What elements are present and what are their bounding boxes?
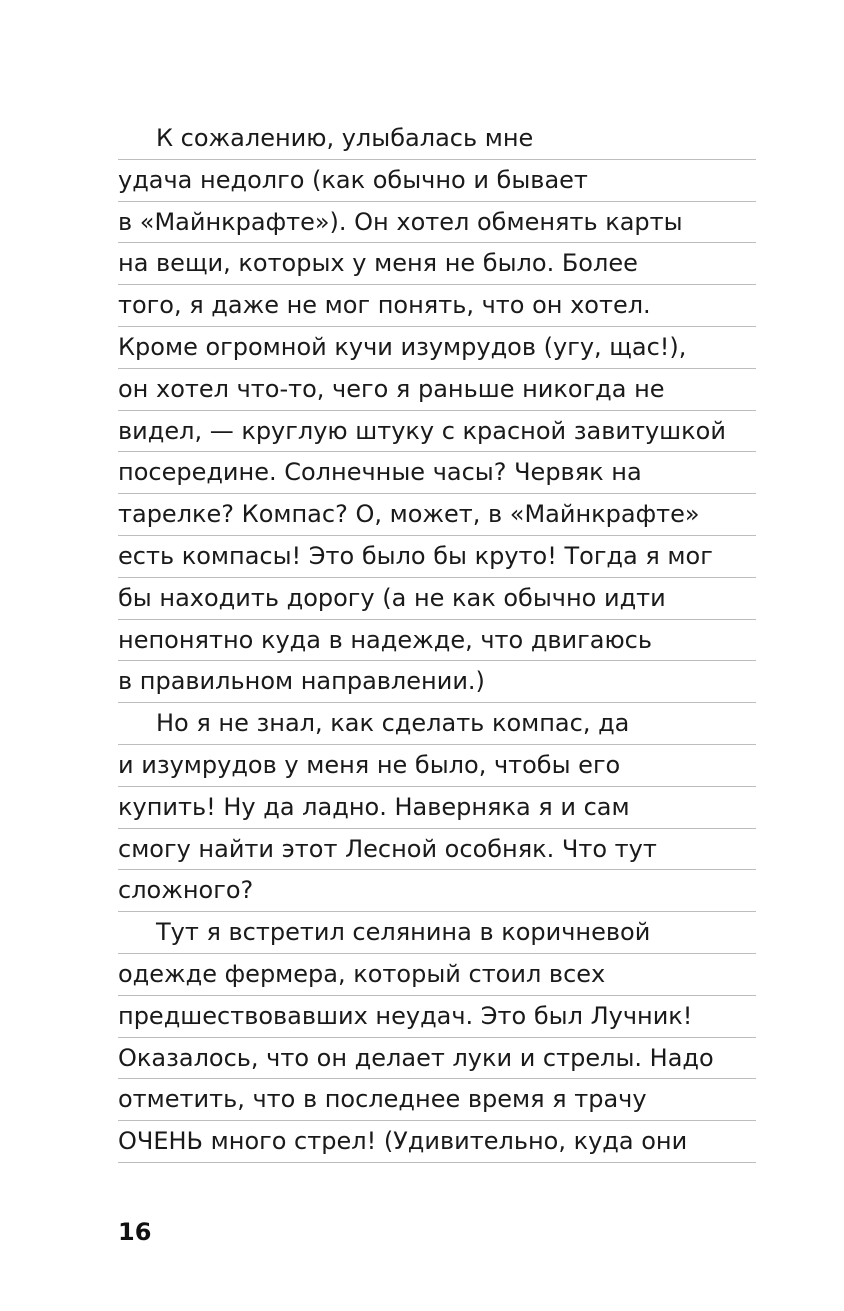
text-line: на вещи, которых у меня не было. Более <box>118 243 756 285</box>
text-line: и изумрудов у меня не было, чтобы его <box>118 745 756 787</box>
text-line: удача недолго (как обычно и бывает <box>118 160 756 202</box>
text-line: в правильном направлении.) <box>118 661 756 703</box>
text-line: одежде фермера, который стоил всех <box>118 954 756 996</box>
text-line: непонятно куда в надежде, что двигаюсь <box>118 620 756 662</box>
text-line: К сожалению, улыбалась мне <box>118 118 756 160</box>
text-line: бы находить дорогу (а не как обычно идти <box>118 578 756 620</box>
text-line: посередине. Солнечные часы? Червяк на <box>118 452 756 494</box>
text-line: отметить, что в последнее время я трачу <box>118 1079 756 1121</box>
text-line: сложного? <box>118 870 756 912</box>
text-line: ОЧЕНЬ много стрел! (Удивительно, куда они <box>118 1121 756 1163</box>
text-line: Но я не знал, как сделать компас, да <box>118 703 756 745</box>
text-line: Кроме огромной кучи изумрудов (угу, щас!), <box>118 327 756 369</box>
text-line: тарелке? Компас? О, может, в «Майнкрафте» <box>118 494 756 536</box>
text-line: смогу найти этот Лесной особняк. Что тут <box>118 829 756 871</box>
lined-text-block <box>118 118 756 1163</box>
text-line: Тут я встретил селянина в коричневой <box>118 912 756 954</box>
text-line: того, я даже не мог понять, что он хотел. <box>118 285 756 327</box>
text-line: купить! Ну да ладно. Наверняка я и сам <box>118 787 756 829</box>
text-line: видел, — круглую штуку с красной завитушкой <box>118 411 756 453</box>
page-number: 16 <box>118 1218 152 1246</box>
text-line: есть компасы! Это было бы круто! Тогда я мог <box>118 536 756 578</box>
text-line: он хотел что-то, чего я раньше никогда не <box>118 369 756 411</box>
text-line: в «Майнкрафте»). Он хотел обменять карты <box>118 202 756 244</box>
text-line: предшествовавших неудач. Это был Лучник! <box>118 996 756 1038</box>
text-line: Оказалось, что он делает луки и стрелы. Надо <box>118 1038 756 1080</box>
